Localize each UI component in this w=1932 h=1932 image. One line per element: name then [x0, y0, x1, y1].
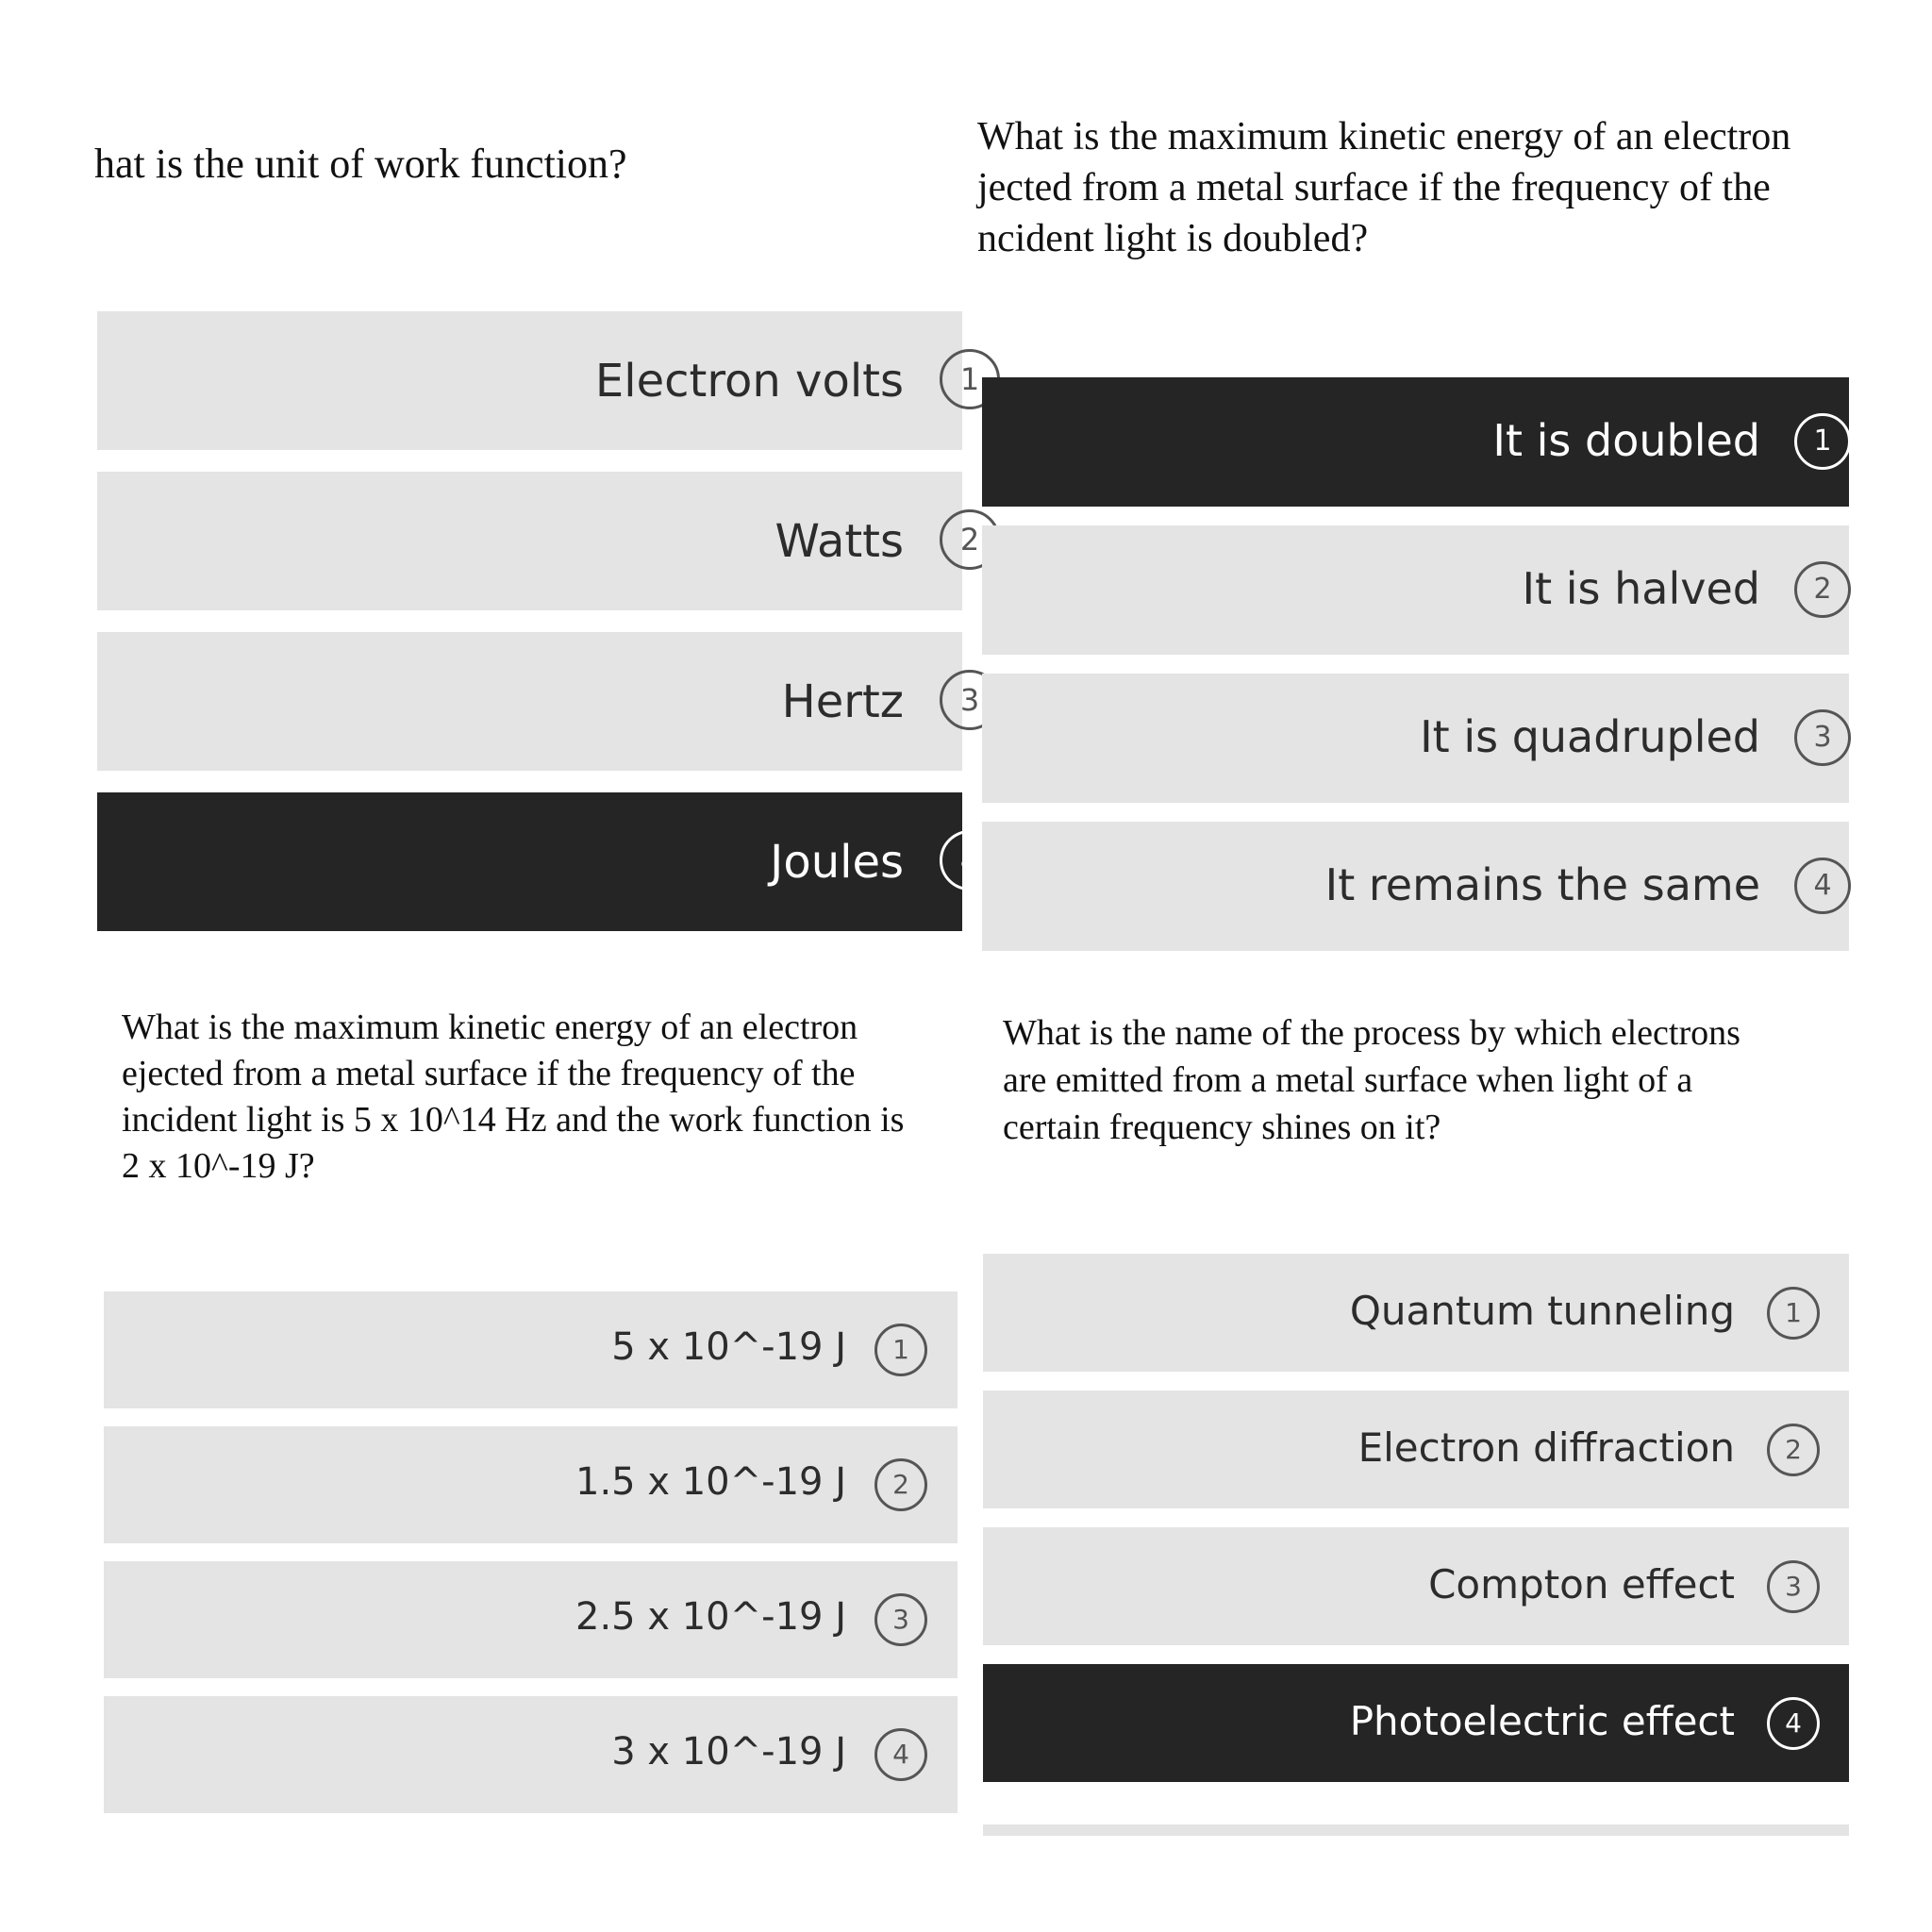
quiz-panel-max-kinetic-energy: [104, 1005, 962, 1835]
answer-option-2[interactable]: [983, 1391, 1849, 1508]
option-number-badge: 4: [1767, 1697, 1820, 1750]
answer-option-3[interactable]: [97, 632, 980, 771]
option-number-badge: 2: [874, 1458, 927, 1511]
answer-label: Compton effect: [1428, 1561, 1735, 1607]
answer-label: Electron volts: [594, 355, 904, 408]
answer-label: 3 x 10^-19 J: [611, 1730, 846, 1774]
option-number-badge: 1: [1767, 1287, 1820, 1340]
next-option-edge: [983, 1824, 1849, 1836]
answer-label: It remains the same: [1324, 859, 1760, 910]
question-text: What is the maximum kinetic energy of an electron ejected from a metal surface if the frequency of the incident light is 5 x 10^14 Hz and the work function is 2 x 10^-19 J?: [122, 1008, 905, 1186]
answer-label: It is doubled: [1492, 415, 1760, 466]
answer-option-2[interactable]: [104, 1426, 958, 1543]
answer-option-2[interactable]: [97, 472, 980, 610]
answer-label: Hertz: [781, 675, 904, 728]
option-number-badge: 4: [874, 1728, 927, 1781]
answer-label: 2.5 x 10^-19 J: [575, 1595, 846, 1639]
answer-option-3[interactable]: [104, 1561, 958, 1678]
question-text: What is the maximum kinetic energy of an electron jected from a metal surface if the frequency of the ncident light is doubled?: [977, 115, 1791, 260]
option-number-badge: 1: [940, 349, 1000, 409]
answer-label: It is quadrupled: [1420, 711, 1760, 762]
answer-option-1[interactable]: [983, 1254, 1849, 1372]
answer-option-4[interactable]: [104, 1696, 958, 1813]
option-number-badge: 2: [1794, 561, 1851, 618]
question-text: hat is the unit of work function?: [94, 141, 627, 187]
question-text: What is the name of the process by which electrons are emitted from a metal surface when light of a certain frequency shines on it?: [1003, 1013, 1740, 1147]
answer-option-4[interactable]: [983, 1664, 1849, 1782]
answer-label: 1.5 x 10^-19 J: [575, 1460, 846, 1504]
option-number-badge: 1: [874, 1324, 927, 1376]
answer-option-1[interactable]: [982, 377, 1849, 507]
quiz-panel-unit-work-function: [0, 0, 980, 953]
option-number-badge: 2: [1767, 1424, 1820, 1476]
quiz-panel-electron-emission-process: [983, 1009, 1851, 1849]
answer-label: Watts: [774, 515, 904, 568]
answer-label: 5 x 10^-19 J: [611, 1325, 846, 1369]
answer-option-4[interactable]: [982, 822, 1849, 951]
answer-label: It is halved: [1522, 563, 1760, 614]
option-number-badge: 3: [1794, 709, 1851, 766]
answer-label: Electron diffraction: [1357, 1424, 1735, 1471]
option-number-badge: 3: [874, 1593, 927, 1646]
answer-option-1[interactable]: [97, 311, 980, 450]
answer-label: Joules: [770, 836, 904, 889]
option-number-badge: 1: [1794, 413, 1851, 470]
answer-label: Quantum tunneling: [1349, 1288, 1735, 1334]
option-number-badge: 4: [1794, 858, 1851, 914]
option-number-badge: 3: [1767, 1560, 1820, 1613]
quiz-panel-frequency-doubled: [977, 0, 1849, 962]
option-number-badge: 4: [940, 830, 1000, 891]
answer-option-4[interactable]: [97, 792, 980, 931]
answer-option-3[interactable]: [983, 1527, 1849, 1645]
answer-option-1[interactable]: [104, 1291, 958, 1408]
answer-option-3[interactable]: [982, 674, 1849, 803]
answer-option-2[interactable]: [982, 525, 1849, 655]
option-number-badge: 2: [940, 509, 1000, 570]
option-number-badge: 3: [940, 670, 1000, 730]
answer-label: Photoelectric effect: [1349, 1698, 1735, 1744]
